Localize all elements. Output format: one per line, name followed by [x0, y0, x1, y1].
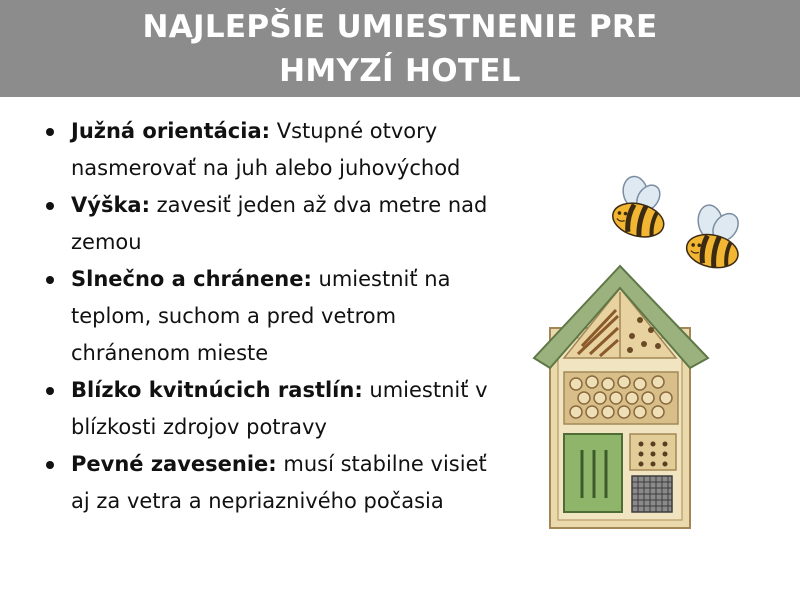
- insect-hotel-illustration: [520, 170, 800, 540]
- tip-text: umiestniť v blízkosti zdrojov potravy: [71, 378, 488, 439]
- tip-text: musí stabilne visieť aj za vetra a nepriaznivého počasia: [71, 452, 487, 513]
- bee-icon: [684, 199, 748, 272]
- header-banner: [0, 0, 800, 97]
- insect-hotel-icon: [534, 266, 708, 528]
- list-item: [40, 261, 500, 372]
- bee-icon: [607, 170, 675, 242]
- tip-term: Slnečno a chránene:: [71, 267, 312, 291]
- list-item: [40, 113, 500, 187]
- list-item: [40, 187, 500, 261]
- tip-term: Južná orientácia:: [71, 119, 271, 143]
- tip-term: Výška:: [71, 193, 150, 217]
- page-title-line-2: HMYZÍ HOTEL: [279, 52, 521, 89]
- list-item: [40, 446, 500, 520]
- tip-term: Blízko kvitnúcich rastlín:: [71, 378, 363, 402]
- tips-list: [40, 113, 500, 520]
- tip-text: zavesiť jeden až dva metre nad zemou: [71, 193, 488, 254]
- tip-term: Pevné zavesenie:: [71, 452, 277, 476]
- list-item: [40, 372, 500, 446]
- tip-text: Vstupné otvory nasmerovať na juh alebo juhovýchod: [71, 119, 461, 180]
- page-title-line-1: NAJLEPŠIE UMIESTNENIE PRE: [142, 8, 658, 45]
- page-title: [143, 5, 658, 93]
- tip-text: umiestniť na teplom, suchom a pred vetrom chránenom mieste: [71, 267, 451, 365]
